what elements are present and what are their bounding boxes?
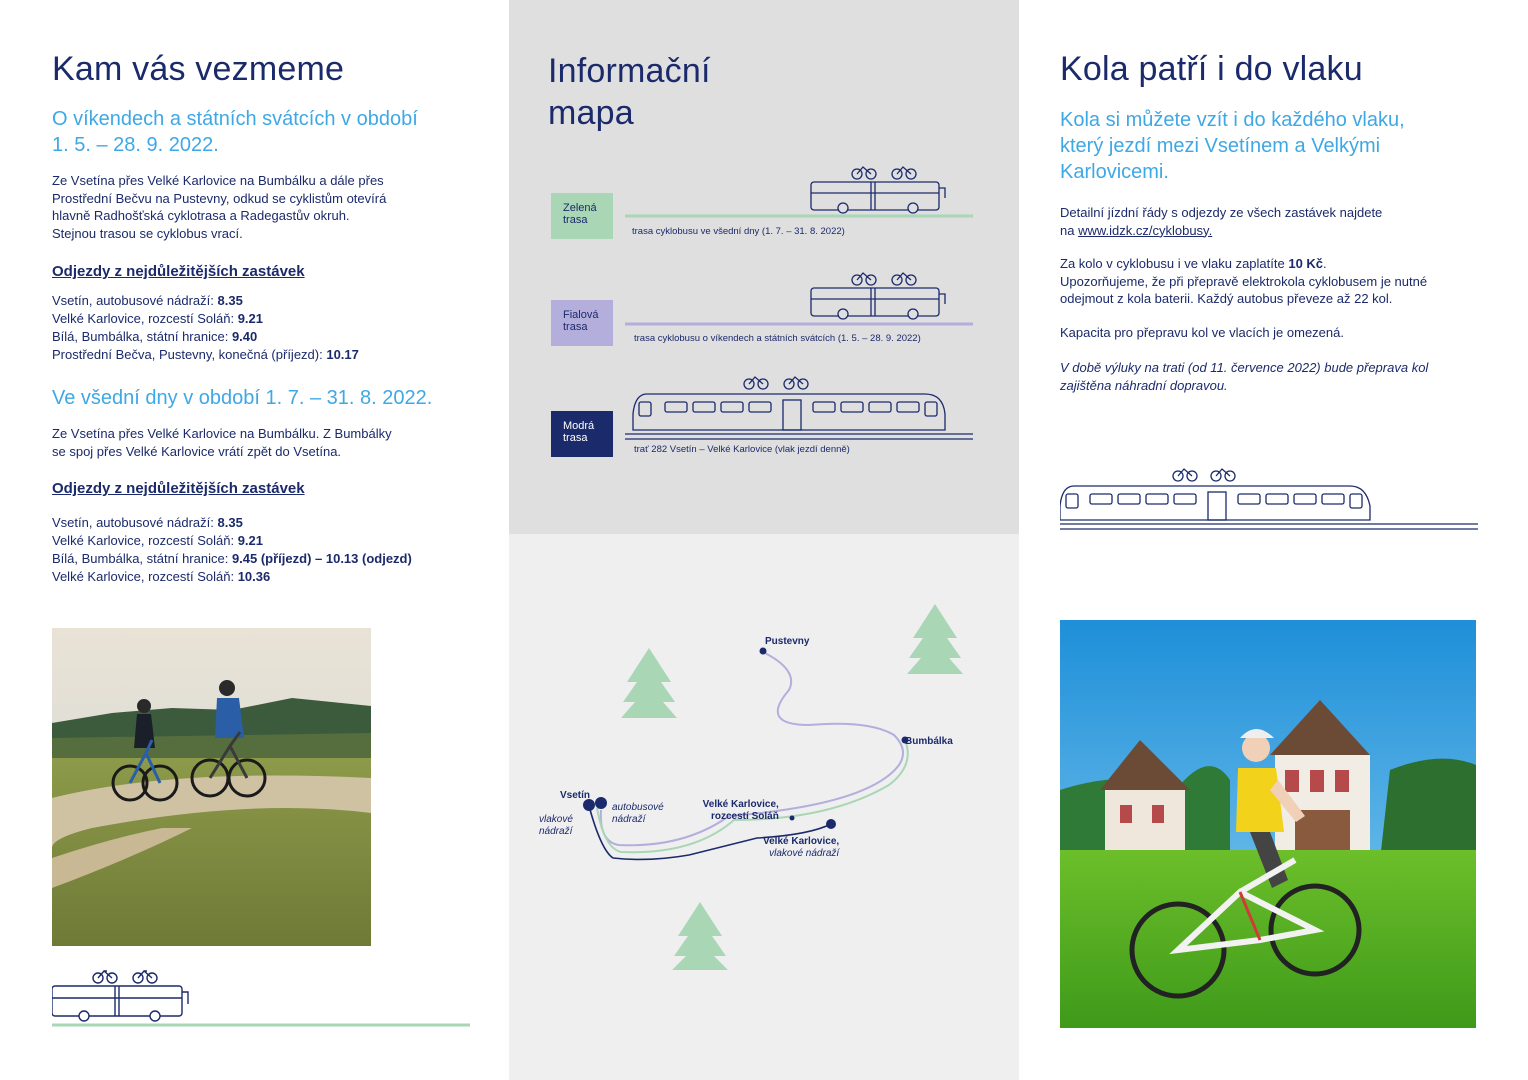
capacity-info: Kapacita pro přepravu kol ve vlacích je omezená.: [1060, 325, 1344, 340]
departure-row: [52, 550, 412, 568]
map-label-vk-nadrazi: [763, 836, 839, 860]
stop-name: Velké Karlovice, rozcestí Soláň:: [52, 533, 238, 548]
train-icon: [1060, 462, 1482, 534]
departure-row: [52, 292, 359, 310]
text-line: V době výluky na trati (od 11. července 2022) bude přeprava kol: [1060, 360, 1429, 375]
text-line: Ze Vsetína přes Velké Karlovice na Bumbálku. Z Bumbálky: [52, 426, 392, 441]
right-subtitle: [1060, 107, 1405, 185]
subtitle-line: který jezdí mezi Vsetínem a Velkými: [1060, 135, 1381, 157]
departures-heading: Odjezdy z nejdůležitějších zastávek: [52, 263, 305, 280]
bus-purple-icon: [625, 266, 975, 328]
tree-icon: [672, 902, 728, 970]
departures-heading-2: Odjezdy z nejdůležitějších zastávek: [52, 480, 305, 497]
legend-label: trasa: [563, 214, 588, 226]
departure-time: 9.21: [237, 311, 264, 326]
text-line: hlavně Radhošťská cyklotrasa a Radegastův okruh.: [52, 208, 350, 223]
departure-row: [52, 568, 412, 586]
text-fragment: na: [1060, 222, 1079, 238]
map-label-line: autobusové: [612, 802, 664, 813]
legend-label: trasa: [563, 321, 588, 333]
text-line: Ze Vsetína přes Velké Karlovice na Bumbálku a dále přes: [52, 173, 384, 188]
departure-row: [52, 310, 359, 328]
stop-name: Bílá, Bumbálka, státní hranice:: [52, 551, 232, 566]
fee-info: [1060, 255, 1427, 308]
stop-name: Prostřední Bečva, Pustevny, konečná (příjezd):: [52, 347, 327, 362]
legend-blue-box: [551, 411, 613, 457]
departure-time: 9.45 (příjezd) – 10.13 (odjezd): [231, 551, 412, 566]
legend-green-box: [551, 193, 613, 239]
girl-cyclist-photo-image: [1060, 620, 1476, 1028]
timetable-info: [1060, 204, 1382, 239]
subtitle-line: Karlovicemi.: [1060, 161, 1169, 183]
text-fragment: .: [1323, 256, 1327, 271]
bus-icon: [52, 964, 472, 1030]
weekend-heading: [52, 106, 418, 158]
legend-purple-box: [551, 300, 613, 346]
bus-green-icon: [625, 160, 975, 222]
tree-icon: [907, 604, 963, 674]
weekday-departures-list: [52, 514, 412, 586]
closure-info: [1060, 359, 1428, 394]
weekend-description: [52, 172, 386, 242]
legend-blue-caption: trať 282 Vsetín – Velké Karlovice (vlak jezdí denně): [634, 444, 850, 455]
departure-time: 8.35: [217, 293, 243, 308]
departure-time: 8.35: [217, 515, 243, 530]
map-label-solan: [701, 799, 779, 823]
departure-row: [52, 514, 412, 532]
map-label-line: Velké Karlovice,: [702, 799, 779, 810]
map-label-autobusove-nadrazi: [612, 802, 664, 826]
stop-name: Velké Karlovice, rozcestí Soláň:: [52, 311, 238, 326]
departure-time: 10.17: [326, 347, 359, 362]
map-title-line-1: Informační: [548, 52, 711, 90]
train-blue-icon: [625, 370, 975, 442]
departure-row: [52, 346, 359, 364]
map-label-bumbalka: Bumbálka: [905, 736, 953, 747]
right-title: Kola patří i do vlaku: [1060, 50, 1363, 88]
departure-row: [52, 532, 412, 550]
stop-name: Bílá, Bumbálka, státní hranice:: [52, 329, 232, 344]
right-panel: [1019, 0, 1528, 1080]
text-line: [1060, 222, 1382, 240]
map-label-vlakove-nadrazi: [539, 814, 573, 838]
text-line: [1060, 255, 1427, 273]
map-title-line-2: mapa: [548, 94, 634, 132]
legend-label: Zelená: [563, 202, 597, 214]
map-label-vsetin: Vsetín: [560, 790, 591, 801]
departure-time: 9.21: [237, 533, 264, 548]
girl-cyclist-photo: [1060, 620, 1476, 1028]
subtitle-line: Kola si můžete vzít i do každého vlaku,: [1060, 109, 1405, 131]
weekday-description: [52, 425, 392, 460]
legend-label: Modrá: [563, 420, 595, 432]
departure-row: [52, 328, 359, 346]
text-line: zajištěna náhradní dopravou.: [1060, 377, 1228, 393]
text-line: Detailní jízdní řády s odjezdy ze všech zastávek najdete: [1060, 205, 1383, 220]
timetable-link[interactable]: www.idzk.cz/cyklobusy.: [1078, 222, 1213, 238]
weekday-heading: Ve všední dny v období 1. 7. – 31. 8. 2022.: [52, 387, 433, 409]
middle-panel: [509, 0, 1019, 1080]
fee-amount: 10 Kč: [1288, 256, 1324, 271]
cyclists-photo: [52, 628, 371, 946]
text-fragment: Za kolo v cyklobusu i ve vlaku zaplatíte: [1060, 256, 1289, 271]
map-title: [548, 50, 711, 134]
departure-time: 10.36: [237, 569, 271, 584]
departure-time: 9.40: [231, 329, 258, 344]
legend-green-caption: trasa cyklobusu ve všední dny (1. 7. – 31. 8. 2022): [632, 226, 845, 237]
left-title: Kam vás vezmeme: [52, 50, 345, 88]
map-label-line: nádraží: [612, 814, 646, 825]
text-line: Stejnou trasou se cyklobus vrací.: [52, 225, 243, 241]
text-line: se spoj přes Velké Karlovice vrátí zpět do Vsetína.: [52, 443, 342, 459]
weekend-departures-list: [52, 292, 359, 364]
legend-label: Fialová: [563, 309, 599, 321]
map-label-line: nádraží: [539, 826, 573, 837]
text-line: Upozorňujeme, že při přepravě elektrokola cyklobusem je nutné: [1060, 273, 1428, 289]
map-label-line: vlakové nádraží: [769, 848, 840, 859]
route-map: [509, 580, 1019, 980]
map-label-line: Velké Karlovice,: [763, 836, 840, 847]
legend-label: trasa: [563, 432, 588, 444]
text-line: odejmout z kola baterii. Každý autobus převeze až 22 kol.: [1060, 291, 1393, 306]
stop-name: Velké Karlovice, rozcestí Soláň:: [52, 569, 238, 584]
stop-name: Vsetín, autobusové nádraží:: [52, 515, 218, 530]
legend-purple-caption: trasa cyklobusu o víkendech a státních svátcích (1. 5. – 28. 9. 2022): [634, 333, 921, 344]
weekend-heading-line-2: 1. 5. – 28. 9. 2022.: [52, 134, 219, 156]
text-line: Prostřední Bečvu na Pustevny, odkud se cyklistům otevírá: [52, 190, 387, 206]
stop-name: Vsetín, autobusové nádraží:: [52, 293, 218, 308]
map-label-line: rozcestí Soláň: [711, 811, 779, 822]
map-label-pustevny: Pustevny: [765, 636, 810, 647]
cyclists-photo-image: [52, 628, 371, 946]
map-label-line: vlakové: [539, 814, 573, 825]
weekend-heading-line-1: O víkendech a státních svátcích v období: [52, 108, 418, 130]
tree-icon: [621, 648, 677, 718]
left-panel: [0, 0, 509, 1080]
